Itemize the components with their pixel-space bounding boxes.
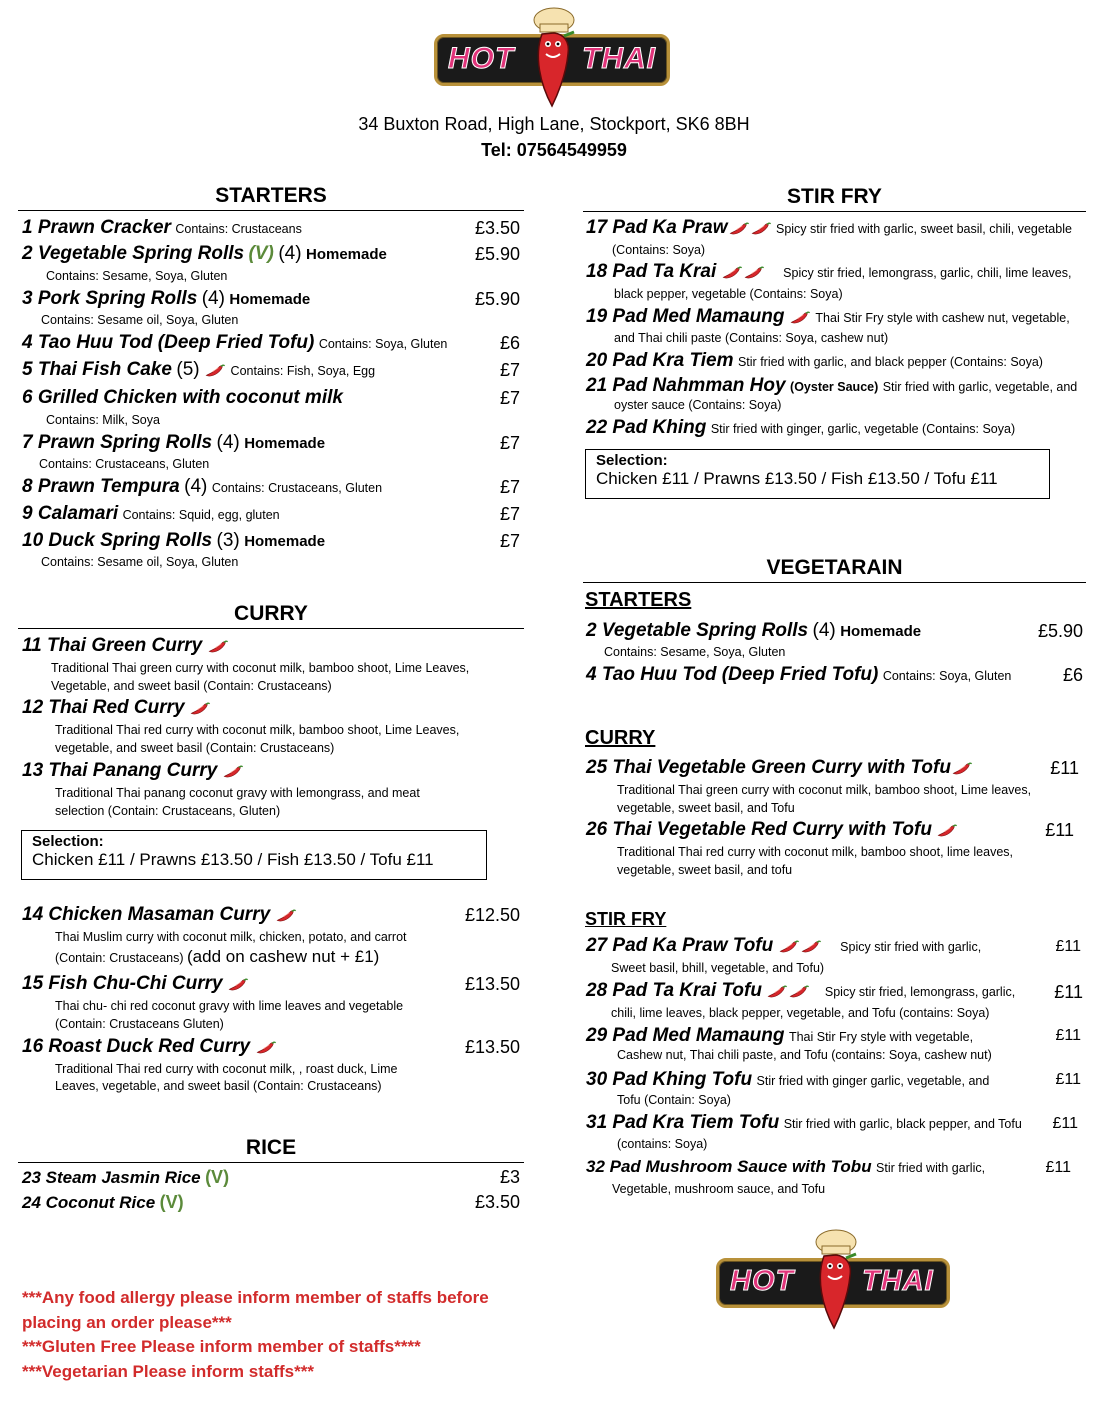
item-description: Contains: Sesame oil, Soya, Gluten — [41, 313, 239, 327]
price: £11 — [1045, 820, 1074, 840]
menu-item: 8 Prawn Tempura (4) Contains: Crustaceans, Gluten — [22, 476, 383, 497]
chili-icon — [788, 985, 810, 999]
menu-item: 30 Pad Khing Tofu Stir fried with ginger garlic, vegetable, and — [586, 1069, 990, 1090]
price: £5.90 — [474, 289, 520, 309]
chili-icon — [204, 364, 226, 378]
menu-item: 22 Pad Khing Stir fried with ginger, garlic, vegetable (Contains: Soya) — [586, 417, 1016, 438]
chili-icon — [275, 909, 297, 923]
selection-label: Selection: — [32, 833, 104, 850]
chili-icon — [778, 940, 800, 954]
chili-icon — [789, 311, 811, 325]
price: £7 — [499, 504, 520, 524]
price: £13.50 — [464, 1037, 520, 1057]
menu-item: 10 Duck Spring Rolls (3) Homemade — [22, 530, 326, 551]
chili-icon — [743, 266, 765, 280]
vegetarian-heading: VEGETARAIN — [583, 556, 1086, 583]
menu-item: 28 Pad Ta Krai Tofu Spicy stir fried, lemongrass, garlic, — [586, 980, 1016, 1001]
chili-icon — [936, 824, 958, 838]
item-description: Contains: Crustaceans, Gluten — [39, 457, 210, 471]
price: £11 — [1052, 1115, 1078, 1132]
menu-item: 3 Pork Spring Rolls (4) Homemade — [22, 288, 311, 309]
item-description: oyster sauce (Contains: Soya) — [614, 398, 782, 412]
menu-item: 12 Thai Red Curry — [22, 697, 211, 719]
chili-icon — [750, 222, 772, 236]
menu-item: 21 Pad Nahmman Hoy (Oyster Sauce) Stir fried with garlic, vegetable, and — [586, 375, 1078, 396]
chili-icon — [766, 985, 788, 999]
item-description: chili, lime leaves, black pepper, vegetable, and Tofu (contains: Soya) — [611, 1006, 990, 1020]
chili-icon — [222, 765, 244, 779]
price: £7 — [499, 477, 520, 497]
item-description: Traditional Thai panang coconut gravy with lemongrass, and meat — [55, 786, 420, 800]
hot-thai-logo — [434, 6, 670, 110]
menu-item: 19 Pad Med Mamaung Thai Stir Fry style with cashew nut, vegetable, — [586, 306, 1070, 327]
price: £7 — [499, 433, 520, 453]
item-description: (Contain: Crustaceans Gluten) — [55, 1017, 224, 1031]
logo-word-hot: HOT — [730, 1265, 795, 1297]
telephone: Tel: 07564549959 — [481, 140, 627, 160]
menu-item: 9 Calamari Contains: Squid, egg, gluten — [22, 503, 280, 524]
price: £11 — [1055, 1071, 1081, 1088]
item-description: Traditional Thai green curry with coconut milk, bamboo shoot, Lime Leaves, — [51, 661, 470, 675]
logo-word-hot: HOT — [448, 42, 515, 75]
item-description: Thai chu- chi red coconut gravy with lime leaves and vegetable — [55, 999, 404, 1013]
menu-item: 2 Vegetable Spring Rolls (4) Homemade — [586, 620, 922, 641]
price: £12.50 — [464, 905, 520, 925]
price: £7 — [499, 531, 520, 551]
item-description: Tofu (Contain: Soya) — [617, 1093, 731, 1107]
menu-item: 32 Pad Mushroom Sauce with Tobu Stir fried with garlic, — [586, 1157, 986, 1176]
selection-label: Selection: — [596, 452, 668, 469]
price: £6 — [499, 333, 520, 353]
menu-item: 2 Vegetable Spring Rolls (V) (4) Homemade — [22, 243, 387, 264]
veg-stirfry-heading: STIR FRY — [585, 909, 667, 929]
chili-icon — [800, 940, 822, 954]
item-description: Cashew nut, Thai chili paste, and Tofu (contains: Soya, cashew nut) — [617, 1048, 992, 1062]
item-description: Traditional Thai red curry with coconut milk, , roast duck, Lime — [55, 1062, 398, 1076]
price: £11 — [1055, 938, 1081, 955]
menu-item: 16 Roast Duck Red Curry — [22, 1036, 277, 1058]
menu-item: 4 Tao Huu Tod (Deep Fried Tofu) Contains: Soya, Gluten — [22, 332, 448, 353]
item-description: Traditional Thai green curry with coconut milk, bamboo shoot, Lime leaves, — [617, 783, 1032, 797]
menu-item: 1 Prawn Cracker Contains: Crustaceans — [22, 217, 302, 238]
menu-item: 27 Pad Ka Praw Tofu Spicy stir fried with garlic, — [586, 935, 982, 956]
item-description: vegetable, sweet basil, and Tofu — [617, 801, 795, 815]
price: £11 — [1054, 982, 1083, 1002]
address: 34 Buxton Road, High Lane, Stockport, SK6 8BH — [358, 114, 750, 134]
item-description: Vegetable, and sweet basil (Contain: Crustaceans) — [51, 679, 332, 693]
selection-prices: Chicken £11 / Prawns £13.50 / Fish £13.50 / Tofu £11 — [596, 469, 998, 488]
item-description: Thai Muslim curry with coconut milk, chicken, potato, and carrot — [55, 930, 407, 944]
item-description: selection (Contain: Crustaceans, Gluten) — [55, 804, 281, 818]
price: £7 — [499, 388, 520, 408]
menu-item: 31 Pad Kra Tiem Tofu Stir fried with garlic, black pepper, and Tofu — [586, 1112, 1022, 1133]
menu-item: 4 Tao Huu Tod (Deep Fried Tofu) Contains: Soya, Gluten — [586, 664, 1012, 685]
menu-item: 5 Thai Fish Cake (5) Contains: Fish, Soya, Egg — [22, 359, 376, 380]
menu-item: 15 Fish Chu-Chi Curry — [22, 973, 249, 995]
item-description: black pepper, vegetable (Contains: Soya) — [614, 287, 843, 301]
item-description: (contains: Soya) — [617, 1137, 708, 1151]
curry-heading: CURRY — [18, 602, 524, 629]
menu-item: 14 Chicken Masaman Curry — [22, 904, 297, 926]
stirfry-heading: STIR FRY — [583, 185, 1086, 212]
menu-item: 23 Steam Jasmin Rice (V) — [22, 1167, 230, 1187]
menu-item: 29 Pad Med Mamaung Thai Stir Fry style with vegetable, — [586, 1025, 974, 1046]
menu-item: 7 Prawn Spring Rolls (4) Homemade — [22, 432, 326, 453]
price: £11 — [1045, 1159, 1071, 1176]
item-description: vegetable, sweet basil, and tofu — [617, 863, 793, 877]
chili-icon — [227, 978, 249, 992]
item-description: Leaves, vegetable, and sweet basil (Contain: Crustaceans) — [55, 1079, 382, 1093]
chili-icon — [207, 640, 229, 654]
price: £11 — [1050, 758, 1079, 778]
price: £5.90 — [1037, 621, 1083, 641]
chili-icon — [728, 222, 750, 236]
chili-icon — [951, 762, 973, 776]
item-description: vegetable, and sweet basil (Contain: Crustaceans) — [55, 741, 335, 755]
price: £11 — [1055, 1027, 1081, 1044]
menu-item: 11 Thai Green Curry — [22, 635, 229, 657]
price: £3.50 — [474, 218, 520, 238]
menu-item: 18 Pad Ta Krai Spicy stir fried, lemongrass, garlic, chili, lime leaves, — [586, 261, 1072, 282]
price: £7 — [499, 360, 520, 380]
veg-starters-heading: STARTERS — [585, 589, 692, 611]
logo-word-thai: THAI — [582, 42, 656, 75]
chili-chef-mascot-icon — [526, 6, 582, 110]
hot-thai-logo-bottom — [716, 1228, 952, 1332]
price: £3 — [499, 1167, 520, 1187]
item-description: Traditional Thai red curry with coconut milk, bamboo shoot, Lime Leaves, — [55, 723, 460, 737]
price: £3.50 — [474, 1192, 520, 1212]
menu-item: 17 Pad Ka Praw Spicy stir fried with garlic, sweet basil, chili, vegetable — [586, 217, 1072, 238]
menu-item: 20 Pad Kra Tiem Stir fried with garlic, and black pepper (Contains: Soya) — [586, 350, 1043, 371]
selection-prices: Chicken £11 / Prawns £13.50 / Fish £13.50 / Tofu £11 — [32, 850, 434, 869]
stirfry-selection-box — [585, 449, 1050, 499]
menu-item: 13 Thai Panang Curry — [22, 760, 244, 782]
item-description: Contains: Sesame oil, Soya, Gluten — [41, 555, 239, 569]
item-description: (Contains: Soya) — [612, 243, 706, 257]
menu-item: 26 Thai Vegetable Red Curry with Tofu — [586, 819, 958, 841]
item-description: and Thai chili paste (Contains: Soya, cashew nut) — [614, 331, 889, 345]
item-description: Contains: Sesame, Soya, Gluten — [604, 645, 786, 659]
logo-word-thai: THAI — [862, 1265, 934, 1297]
item-description: Vegetable, mushroom sauce, and Tofu — [612, 1182, 826, 1196]
chili-icon — [189, 702, 211, 716]
menu-item: 24 Coconut Rice (V) — [22, 1192, 184, 1212]
menu-item: 25 Thai Vegetable Green Curry with Tofu — [586, 757, 973, 779]
price: £13.50 — [464, 974, 520, 994]
item-description: Contains: Sesame, Soya, Gluten — [46, 269, 228, 283]
item-description: Contains: Milk, Soya — [46, 413, 160, 427]
chili-chef-mascot-icon — [808, 1228, 864, 1332]
rice-heading: RICE — [18, 1136, 524, 1163]
veg-curry-heading: CURRY — [585, 727, 656, 749]
price: £5.90 — [474, 244, 520, 264]
item-description: Traditional Thai red curry with coconut milk, bamboo shoot, lime leaves, — [617, 845, 1014, 859]
chili-icon — [721, 266, 743, 280]
allergy-warnings: ***Any food allergy please inform member of staffs before placing an order please*** ***Gluten Free Please inform member of staffs**** ***Vegetarian Please inform staffs*** — [22, 1288, 489, 1381]
chili-icon — [255, 1041, 277, 1055]
price: £6 — [1062, 665, 1083, 685]
curry-selection-box — [21, 830, 487, 880]
item-description: (Contain: Crustaceans) (add on cashew nut + £1) — [55, 947, 380, 966]
starters-heading: STARTERS — [18, 184, 524, 211]
item-description: Sweet basil, bhill, vegetable, and Tofu) — [611, 961, 825, 975]
menu-item: 6 Grilled Chicken with coconut milk — [22, 387, 343, 408]
